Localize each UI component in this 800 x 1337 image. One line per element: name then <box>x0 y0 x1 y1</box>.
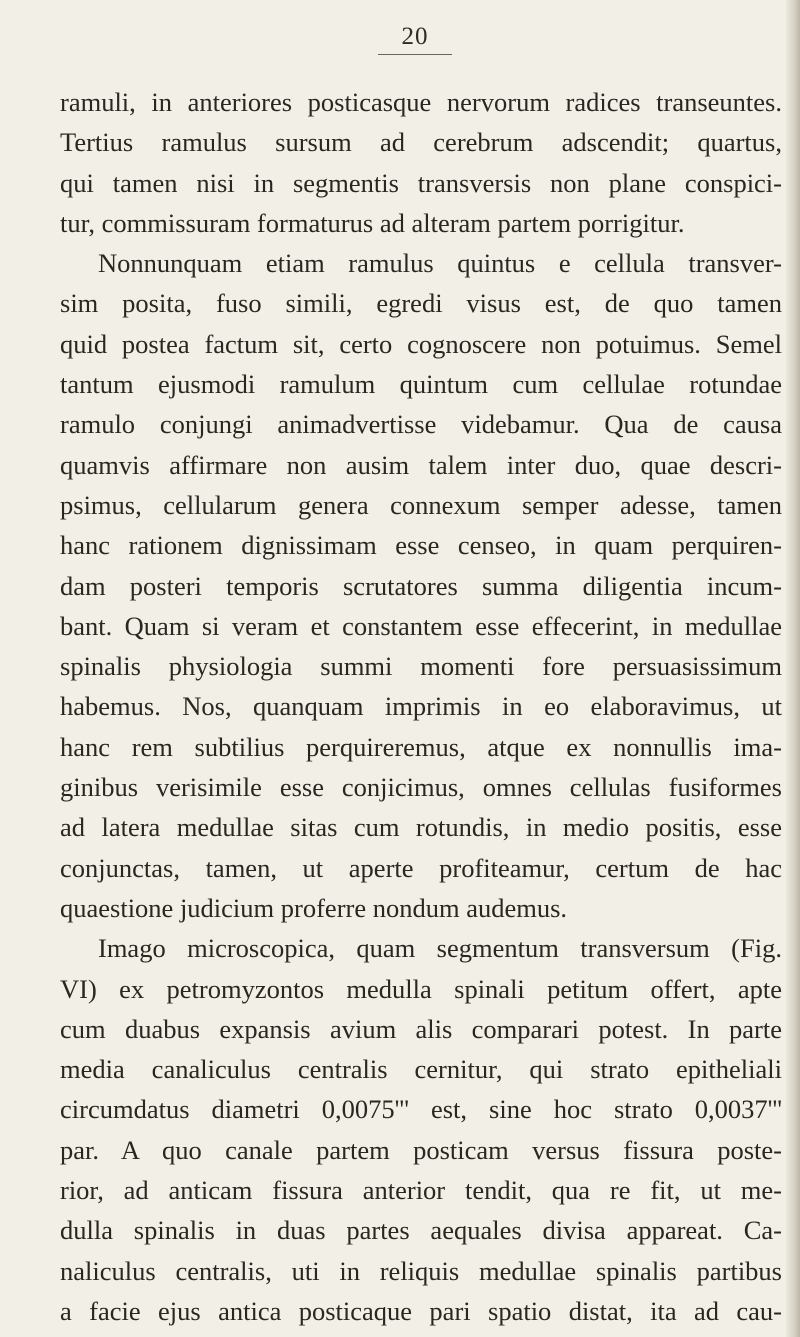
text-line: psimus, cellularum genera connexum semper adesse, tamen <box>60 489 782 520</box>
text-line: dam posteri temporis scrutatores summa diligentia incum- <box>60 570 782 601</box>
text-line: par. A quo canale partem posticam versus fissura poste- <box>60 1134 782 1165</box>
text-line: hanc rationem dignissimam esse censeo, in quam perquiren- <box>60 530 782 561</box>
page-number-rule <box>378 54 452 55</box>
text-line: ad latera medullae sitas cum rotundis, in medio positis, esse <box>60 812 782 843</box>
body-text <box>60 82 782 1331</box>
page-edge-shadow <box>786 0 800 1337</box>
text-line: media canaliculus centralis cernitur, qui strato epitheliali <box>60 1054 782 1085</box>
text-line: cum duabus expansis avium alis comparari potest. In parte <box>60 1013 782 1044</box>
text-line: quamvis affirmare non ausim talem inter duo, quae descri- <box>60 449 782 480</box>
text-line: circumdatus diametri 0,0075''' est, sine hoc strato 0,0037''' <box>60 1094 782 1125</box>
paragraph <box>60 928 782 1331</box>
text-line: Imago microscopica, quam segmentum transversum (Fig. <box>98 933 782 964</box>
text-line: qui tamen nisi in segmentis transversis non plane conspici- <box>60 167 782 198</box>
text-line: quid postea factum sit, certo cognoscere non potuimus. Semel <box>60 328 782 359</box>
text-line: conjunctas, tamen, ut aperte profiteamur, certum de hac <box>60 852 782 883</box>
text-line: VI) ex petromyzontos medulla spinali petitum offert, apte <box>60 973 782 1004</box>
text-line: tantum ejusmodi ramulum quintum cum cellulae rotundae <box>60 369 782 400</box>
text-line: hanc rem subtilius perquireremus, atque ex nonnullis ima- <box>60 731 782 762</box>
text-line: tur, commissuram formaturus ad alteram partem porrigitur. <box>60 207 685 238</box>
text-line: ramuli, in anteriores posticasque nervorum radices transeuntes. <box>60 87 782 117</box>
text-line: ramulo conjungi animadvertisse videbamur. Qua de causa <box>60 409 782 440</box>
text-line: sim posita, fuso simili, egredi visus est, de quo tamen <box>60 288 782 319</box>
text-line: Tertius ramulus sursum ad cerebrum adscendit; quartus, <box>60 127 782 158</box>
text-line: ginibus verisimile esse conjicimus, omnes cellulas fusiformes <box>60 772 782 803</box>
text-line: spinalis physiologia summi momenti fore persuasissimum <box>60 651 782 682</box>
page-number: 20 <box>401 23 429 50</box>
text-line: dulla spinalis in duas partes aequales divisa appareat. Ca- <box>60 1215 782 1246</box>
text-line: bant. Quam si veram et constantem esse effecerint, in medullae <box>60 610 782 641</box>
text-line: naliculus centralis, uti in reliquis medullae spinalis partibus <box>60 1255 782 1286</box>
text-line: rior, ad anticam fissura anterior tendit, qua re fit, ut me- <box>60 1175 782 1206</box>
text-line: Nonnunquam etiam ramulus quintus e cellula transver- <box>98 248 782 279</box>
text-line: quaestione judicium proferre nondum audemus. <box>60 892 568 923</box>
paragraph <box>60 82 782 243</box>
paragraph <box>60 243 782 928</box>
text-line: a facie ejus antica posticaque pari spatio distat, ita ad cau- <box>60 1295 782 1326</box>
text-line: habemus. Nos, quanquam imprimis in eo elaboravimus, ut <box>60 691 782 722</box>
